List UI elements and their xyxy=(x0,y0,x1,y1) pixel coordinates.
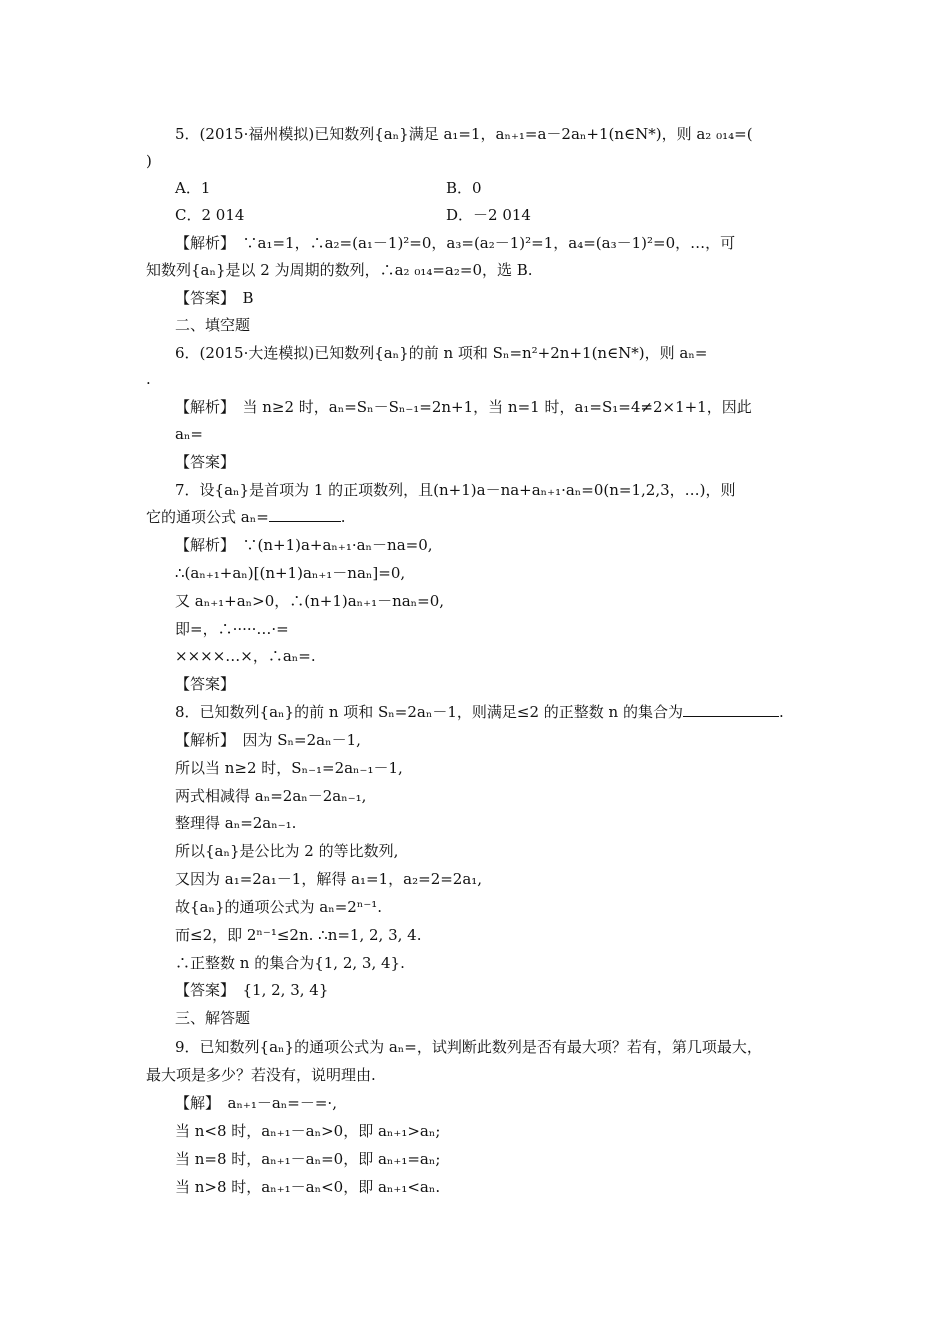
solution-9-line-2: 当 n<8 时，aₙ₊₁－aₙ>0，即 aₙ₊₁>aₙ; xyxy=(175,1122,441,1140)
analysis-8-line-1: 【解析】 因为 Sₙ=2aₙ－1, xyxy=(175,731,361,749)
answer-7: 【答案】 xyxy=(175,675,236,693)
question-7-stem-text: 它的通项公式 aₙ= xyxy=(146,508,269,526)
question-5-stem-end: ) xyxy=(146,152,152,170)
analysis-8-line-3: 两式相减得 aₙ=2aₙ－2aₙ₋₁, xyxy=(175,787,367,805)
analysis-6-line-2: aₙ= xyxy=(175,425,204,443)
option-b: B．0 xyxy=(446,179,482,197)
question-6-stem-end: . xyxy=(146,370,151,388)
analysis-7-line-4: 即=，∴·····…·= xyxy=(175,620,289,638)
analysis-7-line-1: 【解析】 ∵(n+1)a+aₙ₊₁·aₙ－na=0, xyxy=(175,536,433,554)
question-7-stem-end: 它的通项公式 aₙ= . xyxy=(146,508,346,526)
answer-blank xyxy=(683,702,779,717)
question-8-stem-text: 8．已知数列{aₙ}的前 n 项和 Sₙ=2aₙ－1，则满足≤2 的正整数 n 的集合为 xyxy=(175,703,683,721)
question-9-stem-end: 最大项是多少？若没有，说明理由. xyxy=(146,1066,376,1084)
question-7-stem: 7．设{aₙ}是首项为 1 的正项数列，且(n+1)a－na+aₙ₊₁·aₙ=0(n=1,2,3，…)，则 xyxy=(175,481,736,499)
option-c: C．2 014 xyxy=(175,206,245,224)
analysis-8-line-5: 所以{aₙ}是公比为 2 的等比数列, xyxy=(175,842,399,860)
analysis-7-line-3: 又 aₙ₊₁+aₙ>0，∴(n+1)aₙ₊₁－naₙ=0, xyxy=(175,592,445,610)
answer-6: 【答案】 xyxy=(175,453,236,471)
analysis-8-line-8: 而≤2，即 2ⁿ⁻¹≤2n. ∴n=1, 2, 3, 4. xyxy=(175,926,422,944)
option-a: A．1 xyxy=(175,179,211,197)
analysis-8-line-2: 所以当 n≥2 时，Sₙ₋₁=2aₙ₋₁－1, xyxy=(175,759,403,777)
analysis-8-line-4: 整理得 aₙ=2aₙ₋₁. xyxy=(175,814,297,832)
answer-8: 【答案】 {1, 2, 3, 4} xyxy=(175,981,329,999)
analysis-7-line-5: ××××…×，∴aₙ=. xyxy=(175,647,316,665)
option-d: D．－2 014 xyxy=(446,206,531,224)
analysis-8-line-6: 又因为 a₁=2a₁－1，解得 a₁=1，a₂=2=2a₁, xyxy=(175,870,483,888)
analysis-5-line-2: 知数列{aₙ}是以 2 为周期的数列，∴a₂ ₀₁₄=a₂=0，选 B. xyxy=(146,261,533,279)
analysis-5-line-1: 【解析】 ∵a₁=1，∴a₂=(a₁－1)²=0，a₃=(a₂－1)²=1，a₄=(a₃－1)²=0，…，可 xyxy=(175,234,736,252)
answer-blank xyxy=(269,507,341,522)
question-5-stem: 5．(2015·福州模拟)已知数列{aₙ}满足 a₁=1，aₙ₊₁=a－2aₙ+1(n∈N*)，则 a₂ ₀₁₄=( xyxy=(175,125,753,143)
analysis-8-line-7: 故{aₙ}的通项公式为 aₙ=2ⁿ⁻¹. xyxy=(175,898,383,916)
section-heading-fill-in: 二、填空题 xyxy=(175,316,251,334)
question-9-stem: 9．已知数列{aₙ}的通项公式为 aₙ=，试判断此数列是否有最大项？若有，第几项最大， xyxy=(175,1038,762,1056)
solution-9-line-1: 【解】 aₙ₊₁－aₙ=－=·, xyxy=(175,1094,337,1112)
question-6-stem: 6．(2015·大连模拟)已知数列{aₙ}的前 n 项和 Sₙ=n²+2n+1(n∈N*)，则 aₙ= xyxy=(175,344,708,362)
section-heading-solve: 三、解答题 xyxy=(175,1009,251,1027)
question-8-stem: 8．已知数列{aₙ}的前 n 项和 Sₙ=2aₙ－1，则满足≤2 的正整数 n 的集合为 . xyxy=(175,703,784,721)
analysis-8-line-9: ∴正整数 n 的集合为{1, 2, 3, 4}. xyxy=(175,954,405,972)
solution-9-line-3: 当 n=8 时，aₙ₊₁－aₙ=0，即 aₙ₊₁=aₙ; xyxy=(175,1150,441,1168)
solution-9-line-4: 当 n>8 时，aₙ₊₁－aₙ<0，即 aₙ₊₁<aₙ. xyxy=(175,1178,441,1196)
answer-5: 【答案】 B xyxy=(175,289,254,307)
analysis-7-line-2: ∴(aₙ₊₁+aₙ)[(n+1)aₙ₊₁－naₙ]=0, xyxy=(175,564,406,582)
analysis-6-line-1: 【解析】 当 n≥2 时，aₙ=Sₙ－Sₙ₋₁=2n+1，当 n=1 时，a₁=S₁=4≠2×1+1，因此 xyxy=(175,398,752,416)
